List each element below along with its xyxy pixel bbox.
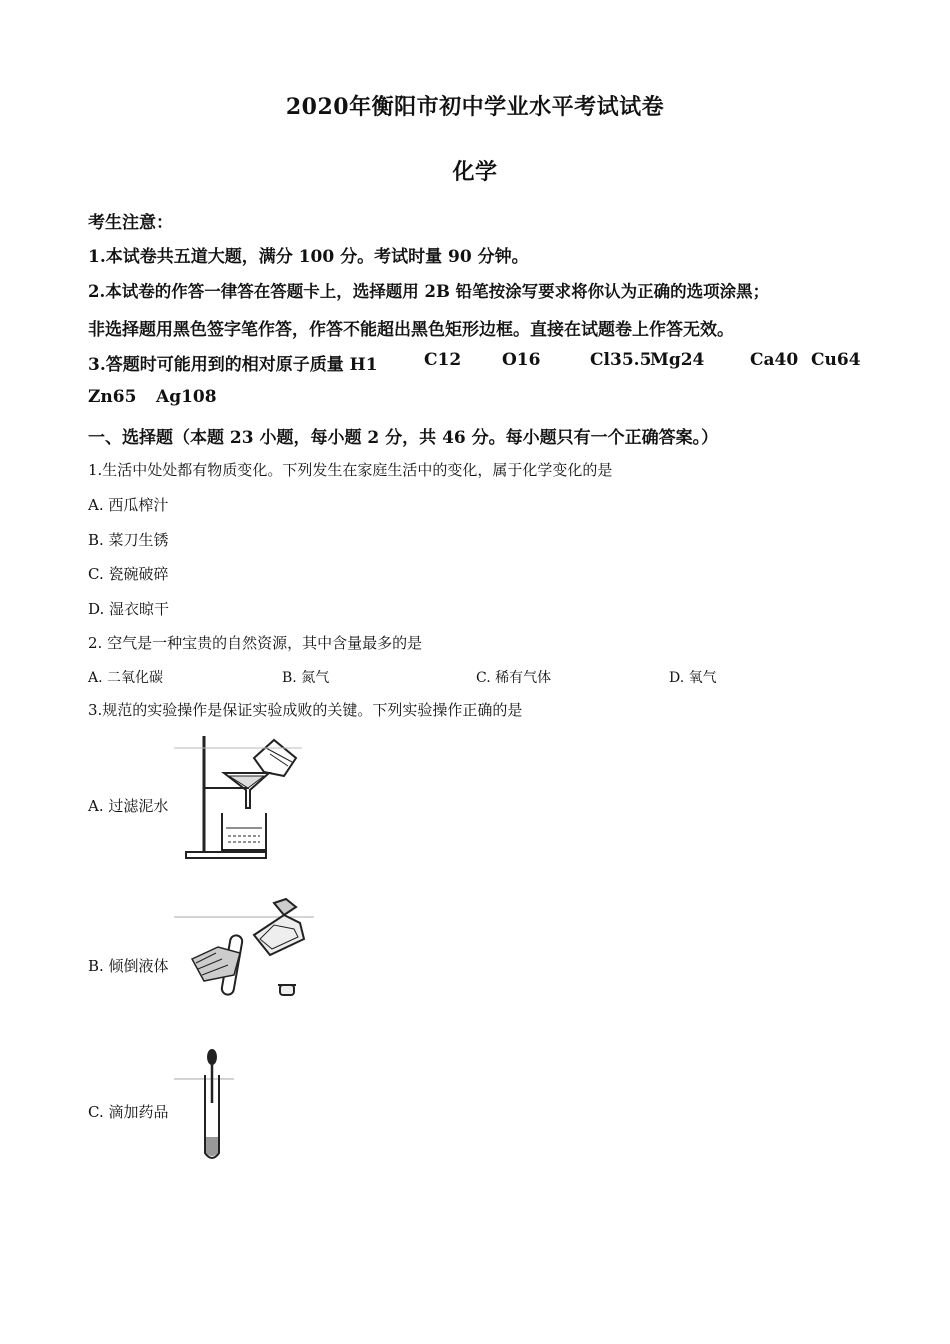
question-1-option-c: C. 瓷碗破碎: [88, 565, 169, 583]
question-2-option-a: A. 二氧化碳: [88, 670, 164, 686]
notice-item-3: [88, 350, 378, 375]
question-2-option-c: C. 稀有气体: [476, 670, 552, 686]
question-1-option-d: D. 湿衣晾干: [88, 600, 170, 618]
subject-title: 化学: [452, 159, 498, 185]
question-2-stem: 2. 空气是一种宝贵的自然资源，其中含量最多的是: [88, 634, 423, 652]
question-1-stem: 1.生活中处处都有物质变化。下列发生在家庭生活中的变化，属于化学变化的是: [88, 461, 613, 479]
question-3-option-b: B. 倾倒液体: [88, 957, 169, 975]
notice-heading: 考生注意：: [88, 213, 173, 233]
mass-mg: Mg24: [650, 350, 705, 370]
section-1-heading: 一、选择题（本题 23 小题，每小题 2 分，共 46 分。每小题只有一个正确答案。）: [88, 428, 719, 448]
question-3-stem: 3.规范的实验操作是保证实验成败的关键。下列实验操作正确的是: [88, 701, 523, 719]
mass-zn: Zn65: [88, 387, 137, 407]
mass-c: C12: [424, 350, 462, 370]
mass-cu: Cu64: [811, 350, 861, 370]
exam-title: 2020年衡阳市初中学业水平考试试卷: [285, 94, 665, 120]
notice-item-2-line-2: 非选择题用黑色签字笔作答，作答不能超出黑色矩形边框。直接在试题卷上作答无效。: [88, 320, 734, 340]
question-1-option-a: A. 西瓜榨汁: [88, 496, 169, 514]
mass-o: O16: [502, 350, 541, 370]
notice-item-2-line-1: 2.本试卷的作答一律答在答题卡上，选择题用 2B 铅笔按涂写要求将你认为正确的选项涂黑；: [88, 282, 770, 301]
pouring-liquid-illustration: [174, 895, 314, 1007]
question-2-option-b: B. 氮气: [282, 670, 330, 686]
dropper-illustration: [174, 1045, 244, 1165]
mass-ag: Ag108: [156, 387, 217, 407]
notice-item-1: 1.本试卷共五道大题，满分 100 分。考试时量 90 分钟。: [88, 247, 529, 267]
atomic-mass-prefix: 3.答题时可能用到的相对原子质量 H1: [88, 355, 378, 375]
mass-cl: Cl35.5: [590, 350, 652, 370]
mass-ca: Ca40: [750, 350, 799, 370]
question-2-option-d: D. 氧气: [669, 670, 717, 686]
question-3-option-a: A. 过滤泥水: [88, 797, 169, 815]
filtration-illustration: [174, 728, 304, 863]
question-1-option-b: B. 菜刀生锈: [88, 531, 169, 549]
question-3-option-c: C. 滴加药品: [88, 1103, 169, 1121]
